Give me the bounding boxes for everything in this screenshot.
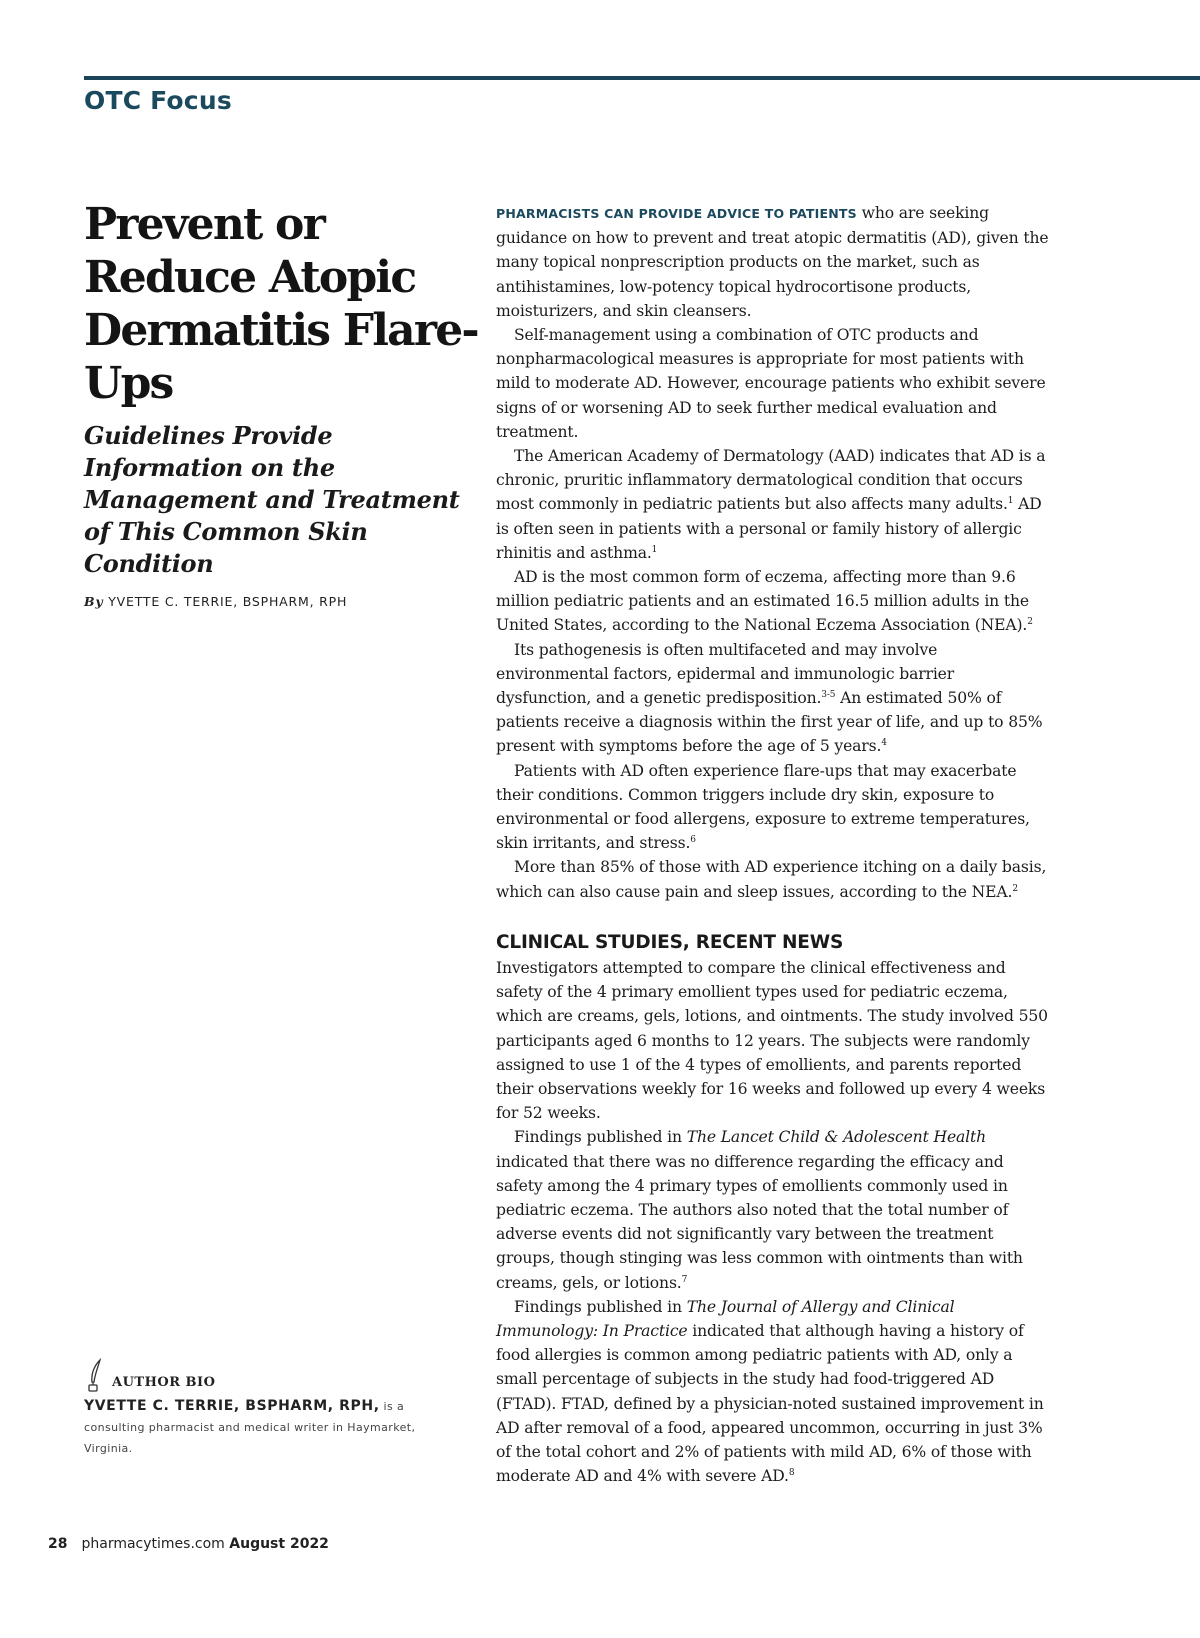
paragraph-10-post: indicated that although having a history of food allergies is common among pediatric patients with AD, only a small percentage of subjects in the study had food-triggered AD (FTAD). FTAD, defined by a physician-noted sustained improvement in AD after removal of a food, appeared uncommon, occurring in just 3% of the total cohort and 2% of patients with mild AD, 6% of those with moderate AD and 4% with severe AD. [496, 1321, 1044, 1486]
section-heading: CLINICAL STUDIES, RECENT NEWS [496, 931, 844, 953]
bio-header [84, 1358, 464, 1392]
journal-title: The Journal of Allergy and Clinical Immunology: In Practice [496, 1297, 955, 1340]
bio-name: YVETTE C. TERRIE, BSPHARM, RPH, [84, 1398, 380, 1414]
article-body [496, 201, 1049, 1488]
paragraph-4 [496, 565, 1049, 638]
footnote-ref: 8 [788, 1467, 795, 1478]
byline [84, 594, 484, 609]
paragraph-3a-text: The American Academy of Dermatology (AAD) indicates that AD is a chronic, pruritic inflammatory dermatological condition that occurs most commonly in pediatric patients but also affects many adults. [496, 447, 1046, 514]
paragraph-7-text: More than 85% of those with AD experience itching on a daily basis, which can also cause pain and sleep issues, according to the NEA. [496, 858, 1047, 901]
paragraph-1-text: who are seeking guidance on how to prevent and treat atopic dermatitis (AD), given the many topical nonprescription products on the market, such as antihistamines, low-potency topical hydrocortisone products, moisturizers, and skin cleansers. [496, 204, 1049, 320]
author-bio [84, 1358, 464, 1459]
section-label: OTC Focus [84, 86, 232, 115]
footnote-ref: 7 [681, 1274, 688, 1285]
footnote-ref: 6 [690, 835, 696, 846]
article-subtitle: Guidelines Provide Information on the Management and Treatment of This Common Skin Condition [84, 421, 460, 578]
footnote-ref: 1 [651, 544, 658, 555]
page-footer [48, 1536, 329, 1552]
paragraph-10 [496, 1295, 1049, 1489]
footer-issue: August 2022 [229, 1536, 329, 1552]
footer-site: pharmacytimes.com [81, 1536, 225, 1552]
journal-title: The Lancet Child & Adolescent Health [686, 1128, 987, 1147]
footnote-ref: 2 [1027, 617, 1033, 628]
bio-text [84, 1396, 464, 1459]
paragraph-6 [496, 759, 1049, 856]
page-number: 28 [48, 1536, 68, 1552]
title-block [84, 198, 484, 609]
footnote-ref: 3-5 [821, 689, 836, 700]
paragraph-4-text: AD is the most common form of eczema, affecting more than 9.6 million pediatric patients and an estimated 16.5 million adults in the United States, according to the National Eczema Association (NEA). [496, 568, 1029, 635]
byline-author: YVETTE C. TERRIE, BSPHARM, RPH [108, 594, 348, 609]
paragraph-9-post: indicated that there was no difference regarding the efficacy and safety among the 4 primary types of emollients commonly used in pediatric eczema. The authors also noted that the total number of adverse events did not significantly vary between the treatment groups, though stinging was less common with ointments than with creams, gels, or lotions. [496, 1152, 1023, 1292]
bio-label: AUTHOR BIO [112, 1375, 216, 1390]
paragraph-1 [496, 201, 1049, 323]
paragraph-8: Investigators attempted to compare the clinical effectiveness and safety of the 4 primary emollient types used for pediatric eczema, which are creams, gels, lotions, and ointments. The study involved 550 participants aged 6 months to 12 years. The subjects were randomly assigned to use 1 of the 4 types of emollients, and parents reported their observations weekly for 16 weeks and followed up every 4 weeks for 52 weeks. [496, 958, 1048, 1123]
footnote-ref: 4 [881, 738, 887, 749]
paragraph-5b-text: An estimated 50% of patients receive a diagnosis within the first year of life, and up to 85% present with symptoms before the age of 5 years. [496, 689, 1043, 756]
quill-pen-icon [84, 1358, 106, 1392]
paragraph-3b-text: AD is often seen in patients with a personal or family history of allergic rhinitis and asthma. [496, 495, 1042, 562]
article-title: Prevent or Reduce Atopic Dermatitis Flare-Ups [84, 199, 478, 409]
top-rule [84, 76, 1200, 80]
footnote-ref: 2 [1012, 883, 1018, 894]
byline-prefix: By [84, 594, 104, 609]
footnote-ref: 1 [1007, 496, 1014, 507]
paragraph-3 [496, 444, 1049, 565]
paragraph-9 [496, 1125, 1049, 1294]
paragraph-2: Self-management using a combination of OTC products and nonpharmacological measures is appropriate for most patients with mild to moderate AD. However, encourage patients who exhibit severe signs of or worsening AD to seek further medical evaluation and treatment. [496, 326, 1046, 441]
lead-in: PHARMACISTS CAN PROVIDE ADVICE TO PATIENTS [496, 206, 857, 221]
paragraph-5a-text: Its pathogenesis is often multifaceted and may involve environmental factors, epidermal and immunologic barrier dysfunction, and a genetic predisposition. [496, 640, 955, 708]
paragraph-7 [496, 855, 1049, 903]
paragraph-9-pre: Findings published in [514, 1128, 687, 1147]
paragraph-10-pre: Findings published in [514, 1297, 687, 1316]
paragraph-6-text: Patients with AD often experience flare-ups that may exacerbate their conditions. Common triggers include dry skin, exposure to environmental or food allergens, exposure to extreme temperatures, skin irritants, and stress. [496, 761, 1030, 853]
bio-description: is a consulting pharmacist and medical writer in Haymarket, Virginia. [84, 1400, 416, 1455]
paragraph-5 [496, 638, 1049, 759]
